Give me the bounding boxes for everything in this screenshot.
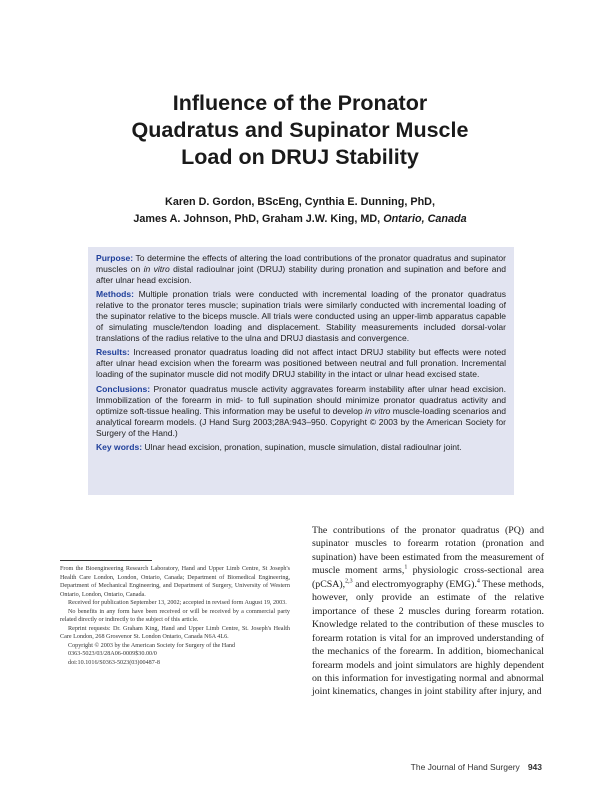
page-footer xyxy=(411,762,542,772)
footnote-issn: 0363-5023/03/28A06-0009$30.00/0 xyxy=(68,651,157,658)
conclusions-text: Pronator quadratus muscle activity aggravates forearm instability after ulnar head excision. Immobilization of the forearm in mid- to full supination should minimize pronator quadratus activity and optimize soft-tissue healing. This information may be useful to develop xyxy=(96,383,506,416)
body-text-part: The contributions of the pronator quadratus (PQ) and supinator muscles to forearm rotation (pronation and supination) have been estimated from the measurement of muscle moment arms, xyxy=(312,525,544,577)
conclusions-label: Conclusions: xyxy=(96,383,151,394)
citation-ref: 4 xyxy=(476,578,480,585)
results-text: Increased pronator quadratus loading did not affect intact DRUJ stability but effects were noted after ulnar head excision when the forearm was positioned between neutral and full pronation. Incremental loading of the supinator muscle did not modify DRUJ stability in the intact or ulnar head excised state. xyxy=(96,347,506,380)
footnote-benefits: No benefits in any form have been received or will be received by a commercial party related directly or indirectly to the subject of this article. xyxy=(60,608,290,624)
methods-label: Methods: xyxy=(96,289,134,300)
purpose-label: Purpose: xyxy=(96,253,134,263)
results-label: Results: xyxy=(96,347,130,358)
conclusions-text-cont: muscle-loading scenarios and analytical forearm models. (J Hand Surg 2003;28A:943–950. Copyright © 2003 by the American Society for Surgery of the Hand.) xyxy=(96,405,506,438)
methods-text: Multiple pronation trials were conducted with incremental loading of the pronator quadratus relative to the pronator teres muscle; supination trials were similarly conducted with incremental loading of the supinator relative to the biceps muscle. All trials were conducted using an upper-limb apparatus capable of simulating muscle/tendon loading and displacement. Stability measurements included dorsal-volar translations of the radius relative to the ulna and DRUJ diastasis and convergence. xyxy=(96,289,506,344)
author-location: Ontario, Canada xyxy=(383,213,467,225)
author-list xyxy=(0,194,600,228)
footnotes xyxy=(60,565,290,668)
keywords-label: Key words: xyxy=(96,441,143,452)
footnote-doi: doi:10.1016/S0363-5023(03)00487-8 xyxy=(68,660,160,667)
journal-name: The Journal of Hand Surgery xyxy=(410,762,520,772)
footnote-reprints: Reprint requests: Dr. Graham King, Hand and Upper Limb Centre, St. Joseph's Health Care London, 268 Grosvenor St. London Ontario, Canada N6A 4L6. xyxy=(60,625,290,641)
abstract-conclusions xyxy=(96,384,506,439)
purpose-italic: in vitro xyxy=(143,264,170,275)
author-line: Karen D. Gordon, BScEng, Cynthia E. Dunning, PhD, xyxy=(165,196,435,208)
keywords-text: Ulnar head excision, pronation, supination, muscle simulation, distal radioulnar joint. xyxy=(142,441,462,452)
title-line: Influence of the Pronator xyxy=(172,91,428,115)
purpose-text: To determine the effects of altering the load contributions of the pronator quadratus and supinator muscles on xyxy=(96,253,506,275)
author-names: James A. Johnson, PhD, Graham J.W. King, MD, xyxy=(133,213,381,225)
footnote-copyright: Copyright © 2003 by the American Society for Surgery of the Hand xyxy=(68,642,236,649)
abstract-results xyxy=(96,347,506,380)
footnote-divider xyxy=(60,560,152,561)
citation-ref: 2,3 xyxy=(345,578,353,585)
footnote-received: Received for publication September 13, 2002; accepted in revised form August 19, 2003. xyxy=(68,600,287,607)
purpose-text-cont: distal radioulnar joint (DRUJ) stability during pronation and supination and before and after ulnar head excision. xyxy=(96,264,506,286)
body-text-part: physiologic cross-sectional area (pCSA), xyxy=(312,565,544,590)
abstract-methods xyxy=(96,289,506,344)
article-title xyxy=(0,90,600,171)
abstract-box xyxy=(88,247,514,495)
title-line: Load on DRUJ Stability xyxy=(181,145,419,169)
footnote-affiliation: From the Bioengineering Research Laboratory, Hand and Upper Limb Centre, St Joseph's Health Care London, London, Ontario, Canada; Department of Biomedical Engineering, Department of Mechanical Engineering, and Department of Surgery, University of Western Ontario, London, Ontario, Canada. xyxy=(60,566,290,598)
body-text xyxy=(312,524,544,699)
body-text-part: These methods, however, only provide an estimate of the relative importance of these 2 muscles during forearm rotation. Knowledge related to the contribution of these muscles to forearm rotation is vital for an improved understanding of the mechanics of the forearm. In addition, biomechanical forearm models and joint simulators are highly dependent on this information for investigating normal and abnormal joint kinematics, changes in joint stability after injury, and xyxy=(312,578,544,698)
citation-ref: 1 xyxy=(404,565,408,572)
body-text-part: and electromyography (EMG). xyxy=(352,578,477,590)
author-line xyxy=(0,211,600,228)
conclusions-italic: in vitro xyxy=(365,405,391,416)
abstract-keywords xyxy=(96,442,506,453)
title-line: Quadratus and Supinator Muscle xyxy=(131,118,469,142)
abstract-purpose xyxy=(96,253,506,286)
page-number: 943 xyxy=(527,762,542,772)
